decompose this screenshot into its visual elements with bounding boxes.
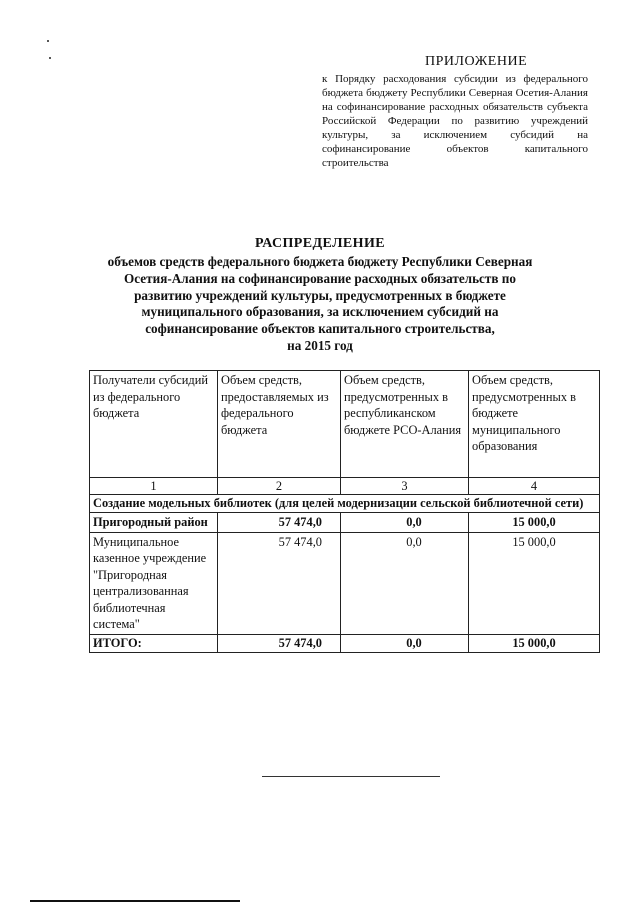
document-subtitle bbox=[100, 254, 540, 355]
total-federal: 57 474,0 bbox=[218, 634, 341, 652]
subtitle-line: на 2015 год bbox=[287, 337, 353, 353]
header-republican: Объем средств, предусмотренных в республиканском бюджете РСО-Алания bbox=[341, 371, 469, 478]
section-title: Создание модельных библиотек (для целей модернизации сельской библиотечной сети) bbox=[90, 495, 600, 513]
total-municipal: 15 000,0 bbox=[469, 634, 600, 652]
total-label: ИТОГО: bbox=[90, 634, 218, 652]
table-header-row bbox=[90, 371, 600, 478]
federal-amount: 57 474,0 bbox=[218, 513, 341, 533]
table-row bbox=[90, 532, 600, 634]
subtitle-line: софинансирование объектов капитального строительства, bbox=[145, 321, 495, 337]
distribution-table bbox=[89, 370, 600, 653]
table-row bbox=[90, 513, 600, 533]
scan-speck bbox=[47, 40, 49, 42]
column-number: 1 bbox=[90, 478, 218, 495]
municipal-amount: 15 000,0 bbox=[469, 532, 600, 634]
subtitle-line: Осетия-Алания на софинансирование расходных обязательств по bbox=[124, 270, 516, 286]
subtitle-line: муниципального образования, за исключением субсидий на bbox=[141, 304, 499, 320]
federal-amount: 57 474,0 bbox=[218, 532, 341, 634]
appendix-title: ПРИЛОЖЕНИЕ bbox=[425, 54, 528, 69]
republican-amount: 0,0 bbox=[341, 532, 469, 634]
separator-line bbox=[262, 776, 440, 777]
subtitle-line: объемов средств федерального бюджета бюджету Республики Северная bbox=[107, 254, 533, 269]
page-edge-line bbox=[30, 900, 240, 902]
district-name: Пригородный район bbox=[90, 513, 218, 533]
column-number: 2 bbox=[218, 478, 341, 495]
column-number: 3 bbox=[341, 478, 469, 495]
section-row bbox=[90, 495, 600, 513]
total-republican: 0,0 bbox=[341, 634, 469, 652]
header-federal: Объем средств, предоставляемых из федерального бюджета bbox=[218, 371, 341, 478]
municipal-amount: 15 000,0 bbox=[469, 513, 600, 533]
institution-name: Муниципальное казенное учреждение "Пригородная централизованная библиотечная система" bbox=[90, 532, 218, 634]
column-numbers-row bbox=[90, 478, 600, 495]
header-recipients: Получатели субсидий из федерального бюджета bbox=[90, 371, 218, 478]
appendix-text: к Порядку расходования субсидии из федерального бюджета бюджету Республики Северная Осетия-Алания на софинансирование расходных обязательств субъекта Российской Федерации по развитию учреждений культуры, за исключением субсидий на софинансирование объектов капитального строительства bbox=[322, 73, 588, 169]
header-municipal: Объем средств, предусмотренных в бюджете муниципального образования bbox=[469, 371, 600, 478]
column-number: 4 bbox=[469, 478, 600, 495]
total-row bbox=[90, 634, 600, 652]
scan-speck bbox=[49, 57, 51, 59]
subtitle-line: развитию учреждений культуры, предусмотренных в бюджете bbox=[134, 287, 506, 303]
republican-amount: 0,0 bbox=[341, 513, 469, 533]
document-title: РАСПРЕДЕЛЕНИЕ bbox=[255, 236, 385, 251]
